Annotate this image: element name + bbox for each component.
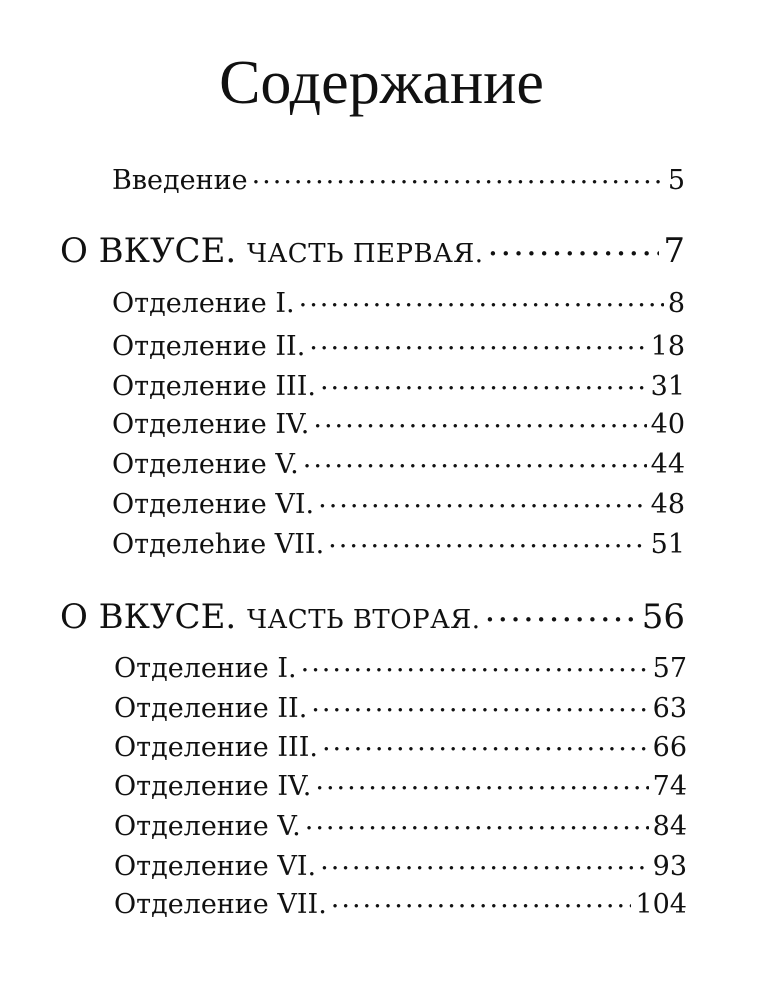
toc-page-number: 40 bbox=[650, 409, 685, 440]
part-title: О ВКУСЕ. bbox=[60, 231, 237, 271]
toc-page-number: 93 bbox=[652, 851, 687, 882]
toc-page-number: 7 bbox=[663, 231, 685, 271]
toc-entry-label: Отделение I. bbox=[112, 288, 295, 319]
toc-entry[interactable] bbox=[114, 650, 687, 684]
toc-page-number: 104 bbox=[635, 889, 687, 920]
dot-leader bbox=[331, 886, 632, 913]
toc-entry-label: Отделение II. bbox=[114, 693, 308, 724]
toc-entry-label: Отделение III. bbox=[112, 371, 316, 402]
toc-entry-label: Отделение I. bbox=[114, 653, 297, 684]
toc-entry[interactable] bbox=[112, 486, 685, 520]
dot-leader bbox=[322, 729, 649, 756]
toc-part-2[interactable] bbox=[60, 594, 685, 637]
part-subtitle: ЧАСТЬ ВТОРАЯ. bbox=[247, 605, 481, 635]
toc-entry-label: Отделеhие VII. bbox=[112, 529, 325, 560]
toc-entry-label: Отделение VI. bbox=[114, 851, 317, 882]
toc-page-number: 57 bbox=[652, 653, 687, 684]
dot-leader bbox=[301, 650, 649, 677]
toc-part-label bbox=[60, 597, 481, 637]
toc-entry-label: Отделение III. bbox=[114, 732, 318, 763]
toc-page-number: 66 bbox=[652, 732, 687, 763]
dot-leader bbox=[252, 162, 664, 189]
dot-leader bbox=[311, 690, 648, 717]
dot-leader bbox=[299, 285, 664, 312]
toc-part-1[interactable] bbox=[60, 228, 685, 271]
toc-entry[interactable] bbox=[112, 328, 685, 362]
toc-entry[interactable] bbox=[114, 729, 687, 763]
toc-entry[interactable] bbox=[114, 690, 687, 724]
toc-page-number: 74 bbox=[652, 771, 687, 802]
toc-entry[interactable] bbox=[112, 446, 685, 480]
toc-entry[interactable] bbox=[112, 526, 685, 560]
dot-leader bbox=[320, 848, 649, 875]
toc-entry[interactable] bbox=[112, 368, 685, 402]
toc-page-number: 63 bbox=[652, 693, 687, 724]
toc-entry[interactable] bbox=[112, 406, 685, 440]
toc-entry-label: Отделение IV. bbox=[112, 409, 310, 440]
toc-entry-intro[interactable] bbox=[112, 162, 685, 196]
dot-leader bbox=[313, 406, 646, 433]
toc-entry[interactable] bbox=[114, 848, 687, 882]
toc-page-number: 51 bbox=[650, 529, 685, 560]
dot-leader bbox=[320, 368, 647, 395]
toc-entry[interactable] bbox=[114, 886, 687, 920]
dot-leader bbox=[309, 328, 646, 355]
dot-leader bbox=[305, 808, 649, 835]
toc-page-number: 48 bbox=[650, 489, 685, 520]
toc-page-number: 18 bbox=[650, 331, 685, 362]
toc-entry-label: Отделение V. bbox=[112, 449, 299, 480]
dot-leader bbox=[303, 446, 647, 473]
toc-entry-label: Отделение VII. bbox=[114, 889, 327, 920]
toc-entry-label: Отделение IV. bbox=[114, 771, 312, 802]
toc-entry-label: Отделение V. bbox=[114, 811, 301, 842]
dot-leader bbox=[488, 228, 660, 262]
part-title: О ВКУСЕ. bbox=[60, 597, 237, 637]
toc-page-number: 44 bbox=[650, 449, 685, 480]
toc-page-number: 8 bbox=[667, 288, 685, 319]
toc-part-label bbox=[60, 231, 484, 271]
toc-entry-label: Отделение VI. bbox=[112, 489, 315, 520]
toc-page-number: 5 bbox=[667, 165, 685, 196]
toc-page-number: 84 bbox=[652, 811, 687, 842]
dot-leader bbox=[485, 594, 638, 628]
dot-leader bbox=[315, 768, 648, 795]
dot-leader bbox=[328, 526, 646, 553]
toc-entry[interactable] bbox=[114, 768, 687, 802]
toc-entry-label: Введение bbox=[112, 165, 248, 196]
toc-entry[interactable] bbox=[114, 808, 687, 842]
dot-leader bbox=[318, 486, 647, 513]
toc-entry[interactable] bbox=[112, 285, 685, 319]
toc-page-number: 31 bbox=[650, 371, 685, 402]
toc-entry-label: Отделение II. bbox=[112, 331, 306, 362]
toc-page-number: 56 bbox=[641, 597, 685, 637]
page-title: Содержание bbox=[219, 49, 544, 117]
part-subtitle: ЧАСТЬ ПЕРВАЯ. bbox=[247, 239, 484, 269]
